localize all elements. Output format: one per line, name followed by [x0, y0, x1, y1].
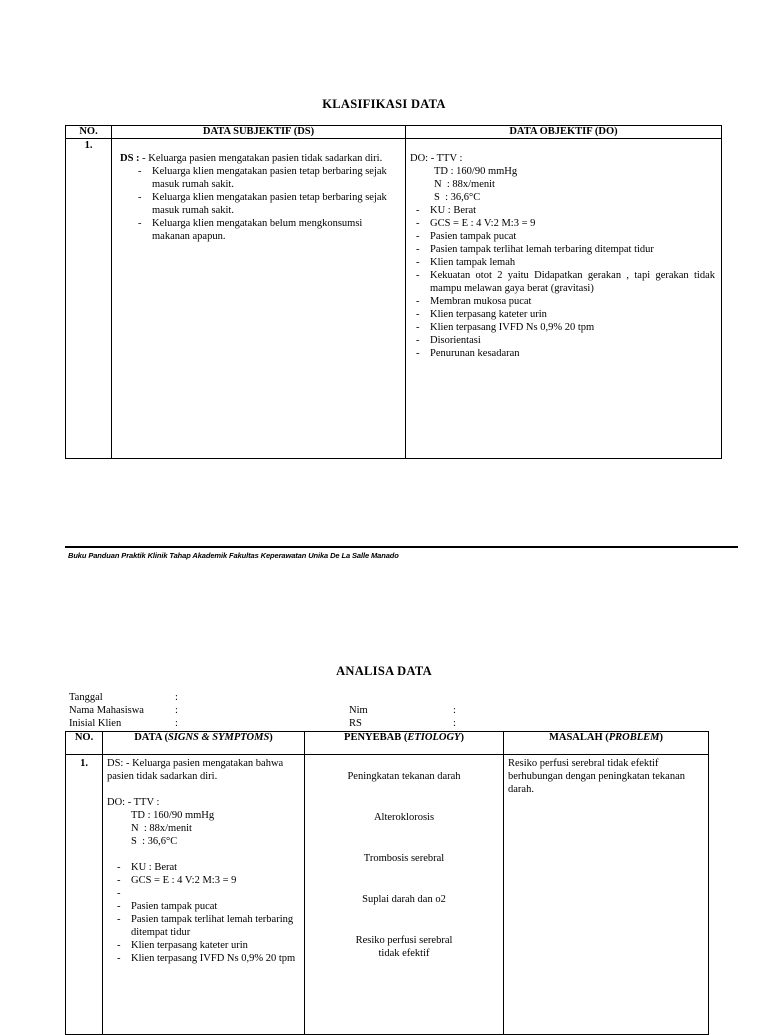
signs-list-b: [111, 900, 300, 965]
etiology-step: Peningkatan tekanan darah: [347, 771, 461, 782]
signs-list-item: - Klien terpasang kateter urin: [111, 939, 300, 952]
footer-rule: [65, 546, 738, 548]
footer-text: Buku Panduan Praktik Klinik Tahap Akademik Fakultas Keperawatan Unika De La Salle Manado: [68, 551, 399, 560]
header-masalah: MASALAH (PROBLEM): [504, 732, 709, 755]
meta-colon: :: [175, 718, 178, 729]
signs-list-item: - Pasien tampak terlihat lemah terbaring ditempat tidur: [111, 913, 300, 939]
subjective-cell: [112, 139, 406, 459]
vital-sign-line: TD : 160/90 mmHg: [434, 166, 518, 177]
etiology-step: Resiko perfusi serebral tidak efektif: [355, 935, 453, 959]
do-list: [410, 204, 717, 360]
header-penyebab: PENYEBAB (ETIOLOGY): [305, 732, 504, 755]
analisa-table: [65, 731, 709, 1035]
ds-list: [132, 165, 401, 243]
do-list-item: - KU : Berat: [410, 204, 715, 217]
do-list-item: - Pasien tampak pucat: [410, 230, 715, 243]
etiology-step: Alteroklorosis: [373, 812, 435, 823]
etiology-step: Trombosis serebral: [363, 853, 445, 864]
do-list-item: - Penurunan kesadaran: [410, 347, 715, 360]
do-list-item: - GCS = E : 4 V:2 M:3 = 9: [410, 217, 715, 230]
vital-sign-line: S : 36,6°C: [434, 192, 481, 203]
meta-inisial: Inisial Klien: [69, 718, 122, 729]
klasifikasi-title: KLASIFIKASI DATA: [322, 97, 446, 111]
do-list-item: - Klien terpasang kateter urin: [410, 308, 715, 321]
meta-colon: :: [175, 705, 178, 716]
meta-colon: :: [453, 718, 456, 729]
do-list-item: - Klien tampak lemah: [410, 256, 715, 269]
vital-sign-line: N : 88x/menit: [434, 179, 495, 190]
signs-list-a: [111, 861, 300, 900]
ds-label: DS :: [120, 153, 140, 164]
klasifikasi-table: [65, 125, 722, 459]
do-list-item: - Disorientasi: [410, 334, 715, 347]
problem-text: Resiko perfusi serebral tidak efektif berhubungan dengan peningkatan tekanan darah.: [508, 758, 685, 795]
etiology-chain: [309, 770, 499, 960]
ds-list-item: - Keluarga klien mengatakan belum mengkonsumsi makanan apapun.: [132, 217, 401, 243]
meta-tanggal: Tanggal: [69, 692, 103, 703]
ds-list-item: - Keluarga klien mengatakan pasien tetap berbaring sejak masuk rumah sakit.: [132, 165, 401, 191]
signs-list-item: - Klien terpasang IVFD Ns 0,9% 20 tpm: [111, 952, 300, 965]
vital-sign-line: TD : 160/90 mmHg: [131, 810, 215, 821]
header-data-subjektif: DATA SUBJEKTIF (DS): [112, 126, 406, 139]
meta-colon: :: [175, 692, 178, 703]
meta-nama: Nama Mahasiswa: [69, 705, 144, 716]
meta-nim: Nim: [349, 705, 368, 716]
header-data: DATA (SIGNS & SYMPTOMS): [103, 732, 305, 755]
signs-list-item: - Pasien tampak pucat: [111, 900, 300, 913]
do-ttv: [410, 165, 717, 204]
ds-first-line: [116, 152, 401, 165]
objective-cell: [406, 139, 722, 459]
analisa-title: ANALISA DATA: [336, 664, 432, 678]
do-label: DO: - TTV :: [107, 797, 160, 808]
meta-colon: :: [453, 705, 456, 716]
signs-list-item: [111, 887, 300, 900]
do-list-item: - Membran mukosa pucat: [410, 295, 715, 308]
do-list-item: - Kekuatan otot 2 yaitu Didapatkan gerakan , tapi gerakan tidak mampu melawan gaya berat (gravitasi): [410, 269, 715, 295]
etiology-step: Suplai darah dan o2: [362, 894, 446, 905]
do-list-item: - Pasien tampak terlihat lemah terbaring ditempat tidur: [410, 243, 715, 256]
meta-rs: RS: [349, 718, 362, 729]
header-no: NO.: [66, 126, 112, 139]
vital-sign-line: S : 36,6°C: [131, 836, 178, 847]
do-ttv: [107, 809, 300, 848]
ds-first-text: - Keluarga pasien mengatakan pasien tidak sadarkan diri.: [139, 153, 383, 164]
header-data-objektif: DATA OBJEKTIF (DO): [406, 126, 722, 139]
signs-list-item: - KU : Berat: [111, 861, 300, 874]
do-list-item: - Klien terpasang IVFD Ns 0,9% 20 tpm: [410, 321, 715, 334]
do-label: DO: - TTV :: [410, 153, 463, 164]
ds-list-item: - Keluarga klien mengatakan pasien tetap berbaring sejak masuk rumah sakit.: [132, 191, 401, 217]
signs-cell: [103, 755, 305, 1035]
ds-text: DS: - Keluarga pasien mengatakan bahwa pasien tidak sadarkan diri.: [107, 758, 284, 782]
vital-sign-line: N : 88x/menit: [131, 823, 192, 834]
etiology-cell: [305, 755, 504, 1035]
row-number: 1.: [66, 755, 103, 1035]
signs-list-item: - GCS = E : 4 V:2 M:3 = 9: [111, 874, 300, 887]
problem-cell: [504, 755, 709, 1035]
header-no: NO.: [66, 732, 103, 755]
row-number: 1.: [66, 139, 112, 459]
